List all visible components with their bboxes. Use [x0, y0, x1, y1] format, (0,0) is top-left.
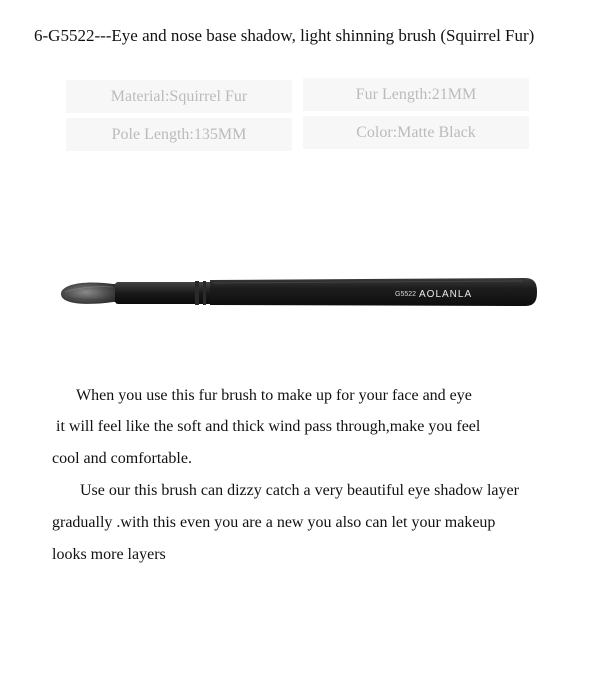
brush-brand-logo: AOLANLA	[419, 289, 473, 300]
brush-image	[55, 268, 540, 318]
product-title: 6-G5522---Eye and nose base shadow, light shinning brush (Squirrel Fur)	[34, 26, 535, 45]
spec-fur-length: Fur Length:21MM	[303, 78, 529, 111]
spec-material: Material:Squirrel Fur	[66, 80, 292, 113]
description-line: gradually .with this even you are a new you also can let your makeup	[52, 514, 496, 531]
spec-color: Color:Matte Black	[303, 116, 529, 149]
description-line: looks more layers	[52, 546, 166, 563]
description-line: cool and comfortable.	[52, 450, 192, 467]
description-line: Use our this brush can dizzy catch a very beautiful eye shadow layer	[80, 482, 519, 499]
brush-model-mark: G5522	[395, 291, 417, 298]
description-line: When you use this fur brush to make up for your face and eye	[76, 387, 472, 404]
spec-pole-length: Pole Length:135MM	[66, 118, 292, 151]
description-line: it will feel like the soft and thick wind pass through,make you feel	[56, 418, 481, 435]
brush-fur	[61, 282, 117, 303]
